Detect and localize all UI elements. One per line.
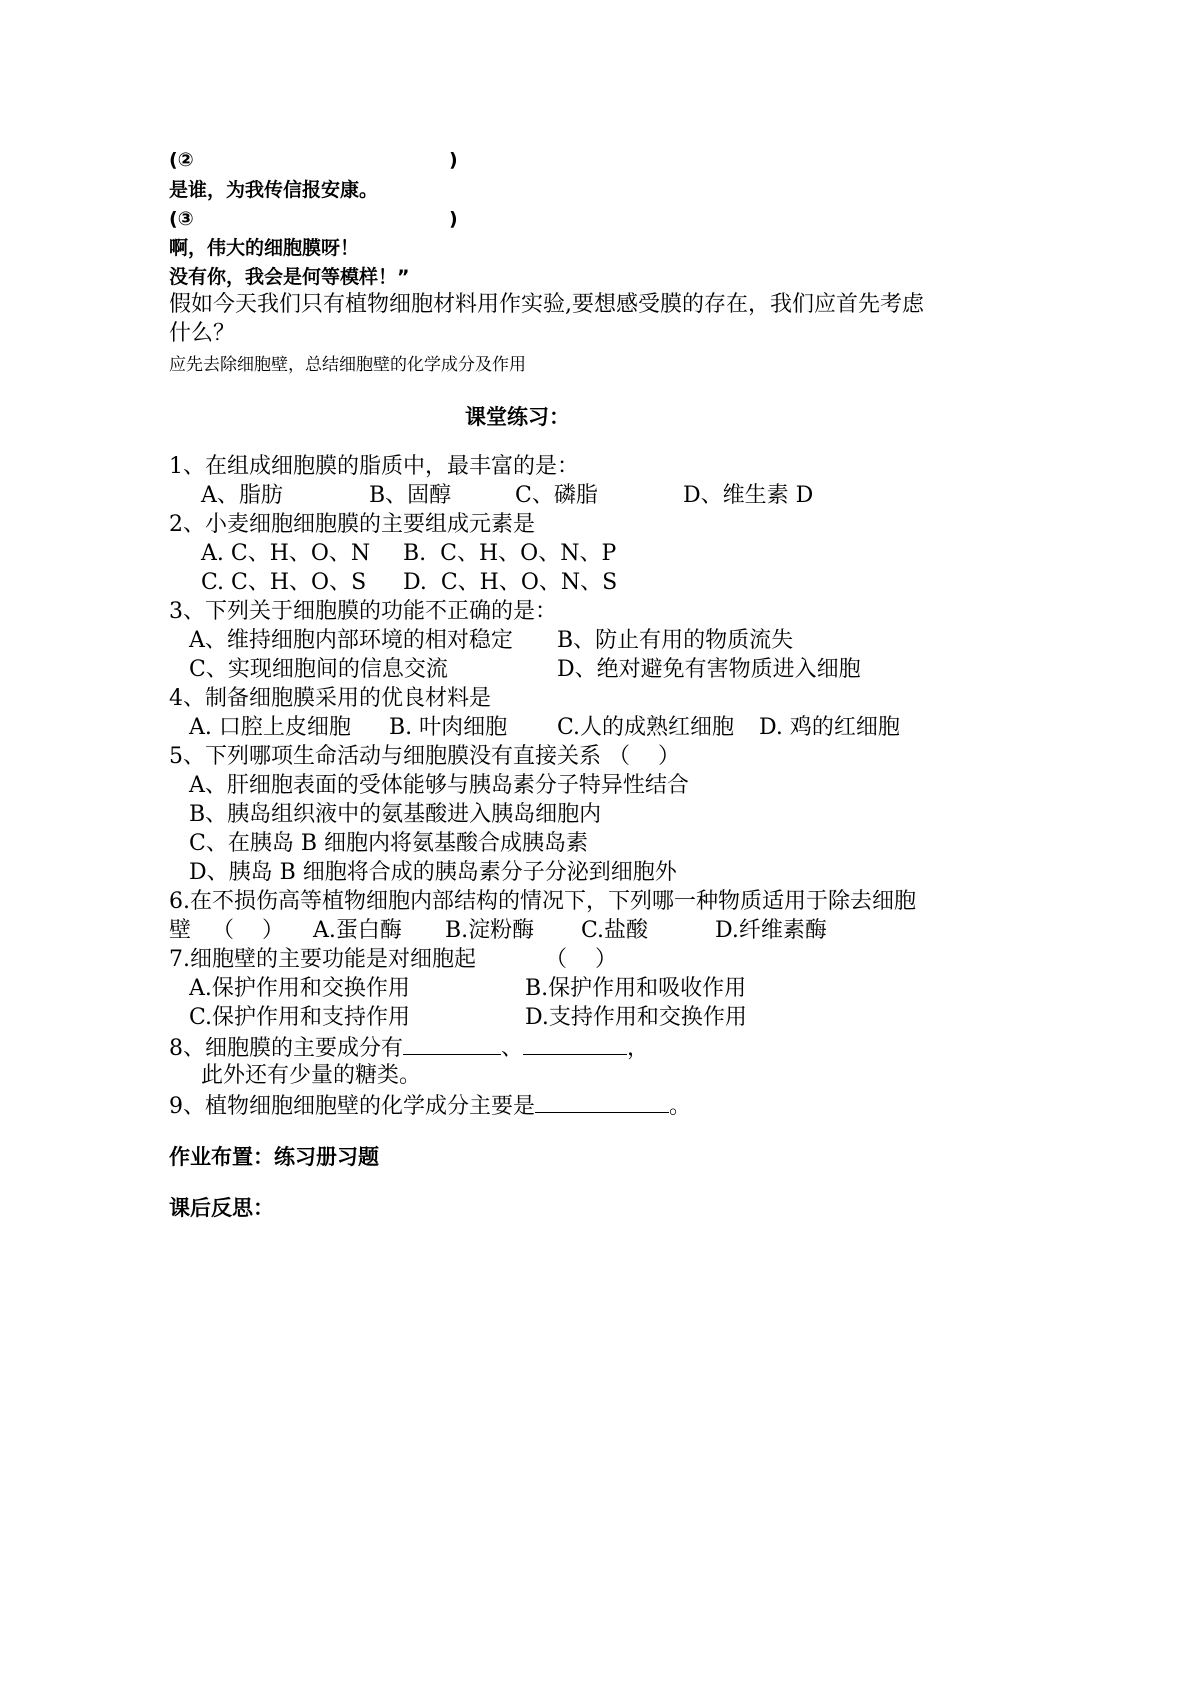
- q7-option-c: C.保护作用和支持作用: [189, 1005, 411, 1030]
- q6-option-d: D.纤维素酶: [715, 918, 827, 943]
- q5-option-d: D、胰岛 B 细胞将合成的胰岛素分子分泌到细胞外: [189, 860, 677, 885]
- q4-stem: 4、制备细胞膜采用的优良材料是: [169, 686, 491, 711]
- q7-option-a: A.保护作用和交换作用: [189, 976, 410, 1001]
- q2-option-c: C. C、H、O、S: [201, 570, 367, 595]
- intro-line-without-you: 没有你，我会是何等模样！”: [169, 266, 410, 288]
- q3-stem: 3、下列关于细胞膜的功能不正确的是：: [169, 599, 557, 624]
- q2-option-a: A. C、H、O、N: [201, 541, 371, 566]
- q8-end: ，: [627, 1036, 650, 1061]
- section-title: 课堂练习：: [465, 404, 570, 429]
- q6-option-a: A.蛋白酶: [313, 918, 402, 943]
- intro-line-3-close: ): [449, 208, 458, 230]
- q1-option-b: B、固醇: [369, 483, 452, 508]
- q8-blank-1[interactable]: [403, 1032, 501, 1055]
- q8-stem: 8、细胞膜的主要成分有: [169, 1036, 403, 1061]
- q5-option-b: B、胰岛组织液中的氨基酸进入胰岛细胞内: [189, 802, 602, 827]
- q3-option-d: D、绝对避免有害物质进入细胞: [557, 657, 861, 682]
- q9-stem: 9、植物细胞细胞壁的化学成分主要是: [169, 1094, 535, 1119]
- intro-line-2-close: ): [449, 149, 458, 171]
- q3-option-a: A、维持细胞内部环境的相对稳定: [189, 628, 513, 653]
- q8-blank-2[interactable]: [523, 1032, 627, 1055]
- q7-option-b: B.保护作用和吸收作用: [525, 976, 747, 1001]
- q9-blank[interactable]: [535, 1090, 669, 1113]
- homework-heading: 作业布置：练习册习题: [169, 1144, 379, 1169]
- q6-option-c: C.盐酸: [581, 918, 649, 943]
- q4-option-d: D. 鸡的红细胞: [759, 715, 900, 740]
- q6-stem-line-2: 壁 （ ）: [169, 918, 284, 943]
- q5-option-c: C、在胰岛 B 细胞内将氨基酸合成胰岛素: [189, 831, 588, 856]
- q3-option-c: C、实现细胞间的信息交流: [189, 657, 448, 682]
- q2-option-b: B. C、H、O、N、P: [403, 541, 617, 566]
- q7-answer-paren: （ ）: [545, 947, 617, 972]
- q6-option-b: B.淀粉酶: [445, 918, 535, 943]
- q7-option-d: D.支持作用和交换作用: [525, 1005, 747, 1030]
- q4-option-b: B. 叶肉细胞: [389, 715, 508, 740]
- q2-option-d: D. C、H、O、N、S: [403, 570, 618, 595]
- q9-end: 。: [669, 1094, 692, 1119]
- q4-option-c: C.人的成熟红细胞: [557, 715, 735, 740]
- q5-option-a: A、肝细胞表面的受体能够与胰岛素分子特异性结合: [189, 773, 689, 798]
- reflection-heading: 课后反思：: [169, 1195, 274, 1220]
- q3-option-b: B、防止有用的物质流失: [557, 628, 794, 653]
- q8-line-2: 此外还有少量的糖类。: [201, 1063, 422, 1088]
- intro-line-praise: 啊，伟大的细胞膜呀！: [169, 237, 360, 259]
- q2-stem: 2、小麦细胞细胞膜的主要组成元素是: [169, 512, 535, 537]
- q1-stem: 1、在组成细胞膜的脂质中，最丰富的是：: [169, 454, 579, 479]
- q8-stem-line: [169, 1032, 649, 1064]
- q9-stem-line: [169, 1090, 691, 1122]
- intro-question-line-1: 假如今天我们只有植物细胞材料用作实验,要想感受膜的存在，我们应首先考虑: [169, 292, 924, 317]
- q1-option-a: A、脂肪: [201, 483, 283, 508]
- intro-answer: 应先去除细胞壁，总结细胞壁的化学成分及作用: [169, 355, 526, 375]
- intro-line-3-open: (③: [169, 208, 194, 230]
- q1-option-c: C、磷脂: [515, 483, 598, 508]
- q7-stem: 7.细胞壁的主要功能是对细胞起: [169, 947, 476, 972]
- q6-stem-line-1: 6.在不损伤高等植物细胞内部结构的情况下，下列哪一种物质适用于除去细胞: [169, 889, 916, 914]
- intro-line-2-open: (②: [169, 149, 194, 171]
- q8-separator: 、: [501, 1036, 524, 1061]
- q5-stem: 5、下列哪项生命活动与细胞膜没有直接关系 （ ）: [169, 744, 680, 769]
- q1-option-d: D、维生素 D: [683, 483, 814, 508]
- q4-option-a: A. 口腔上皮细胞: [189, 715, 351, 740]
- intro-question-line-2: 什么？: [169, 321, 236, 346]
- intro-line-who: 是谁，为我传信报安康。: [169, 179, 379, 201]
